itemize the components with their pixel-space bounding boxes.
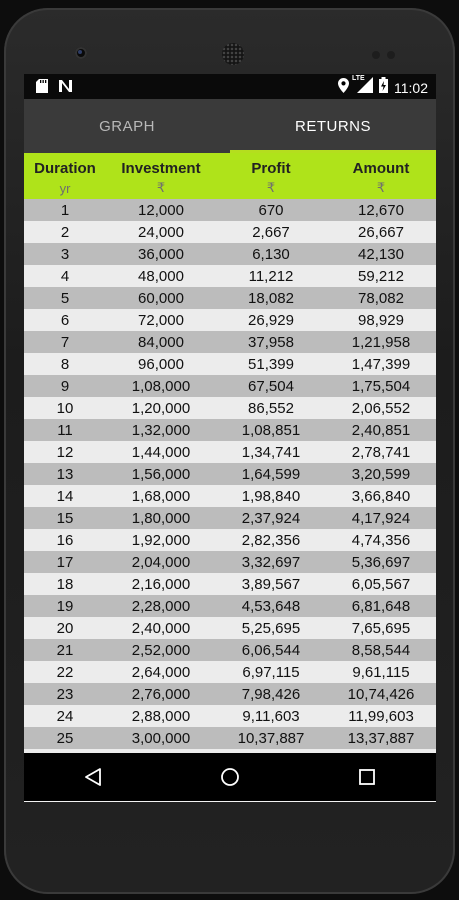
unit-amount: ₹ [376,180,386,195]
cell-amount: 2,06,552 [351,399,411,417]
header-duration: Duration [34,160,96,177]
cell-amount: 11,99,603 [348,707,414,725]
cell-duration: 2 [60,223,70,241]
table-row [24,485,436,507]
cell-investment: 12,000 [138,201,184,219]
cell-amount: 98,929 [358,311,404,329]
back-icon [84,768,102,786]
unit-duration: yr [59,180,71,196]
cell-investment: 2,88,000 [131,707,191,725]
cell-amount: 42,130 [358,245,404,263]
table-row [24,287,436,309]
table-row [24,221,436,243]
cell-amount: 2,78,741 [351,443,411,461]
network-type-label: LTE [352,75,365,82]
cell-duration: 18 [56,575,74,593]
cell-amount: 12,670 [358,201,404,219]
cell-investment: 48,000 [138,267,184,285]
cell-investment: 2,76,000 [131,685,191,703]
cell-duration: 8 [60,355,70,373]
header-investment: Investment [121,160,201,177]
cell-profit: 5,25,695 [241,619,301,637]
cell-investment: 2,64,000 [131,663,191,681]
unit-profit: ₹ [266,180,276,195]
cell-investment: 1,08,000 [131,377,191,395]
active-tab-indicator [230,150,436,153]
cell-investment: 1,92,000 [131,531,191,549]
table-row [24,199,436,221]
table-header [24,153,436,199]
recents-button[interactable] [337,753,397,801]
table-row [24,639,436,661]
cell-profit: 6,130 [252,245,290,263]
tab-bar [24,99,436,153]
table-row [24,595,436,617]
cell-profit: 2,37,924 [241,509,301,527]
table-row [24,397,436,419]
tab-returns[interactable]: RETURNS [294,117,371,135]
cell-duration: 10 [56,399,74,417]
recents-icon [359,769,375,785]
cell-profit: 10,37,887 [237,729,305,747]
cell-duration: 21 [56,641,74,659]
cell-investment: 24,000 [138,223,184,241]
cell-profit: 7,98,426 [241,685,301,703]
cell-investment: 1,68,000 [131,487,191,505]
cell-investment: 1,56,000 [131,465,191,483]
header-profit: Profit [251,160,291,177]
cell-profit: 37,958 [248,333,294,351]
navigation-bar [24,753,436,801]
cell-duration: 11 [57,421,73,439]
cell-amount: 4,17,924 [351,509,411,527]
cell-profit: 1,98,840 [241,487,301,505]
cell-profit: 86,552 [248,399,294,417]
table-row [24,309,436,331]
cell-duration: 16 [56,531,74,549]
table-row [24,265,436,287]
cell-investment: 96,000 [138,355,184,373]
sd-card-icon [36,79,48,98]
table-row [24,353,436,375]
signal-lte-icon [352,75,373,98]
cell-investment: 72,000 [138,311,184,329]
cell-amount: 59,212 [358,267,404,285]
cell-profit: 67,504 [248,377,294,395]
table-row [24,441,436,463]
proximity-sensor [372,51,380,59]
cell-amount: 1,47,399 [351,355,411,373]
cell-duration: 1 [60,201,70,219]
table-row [24,375,436,397]
cell-investment: 36,000 [138,245,184,263]
cell-duration: 23 [56,685,74,703]
cell-amount: 9,61,115 [352,663,410,681]
cell-duration: 4 [60,267,70,285]
table-row [24,727,436,749]
cell-amount: 10,74,426 [347,685,415,703]
table-row [24,507,436,529]
cell-investment: 2,40,000 [131,619,191,637]
cell-profit: 6,06,544 [241,641,301,659]
table-row [24,419,436,441]
status-bar [24,74,436,99]
cell-profit: 1,08,851 [241,421,301,439]
cell-duration: 19 [56,597,74,615]
cell-duration: 20 [56,619,74,637]
cell-profit: 9,11,603 [242,707,300,725]
cell-investment: 2,52,000 [131,641,191,659]
cell-investment: 1,32,000 [131,421,191,439]
cell-duration: 15 [56,509,74,527]
battery-charging-icon [379,77,388,98]
cell-amount: 5,36,697 [351,553,411,571]
back-button[interactable] [63,753,123,801]
cell-investment: 60,000 [138,289,184,307]
earpiece-speaker [222,43,244,65]
cell-investment: 3,00,000 [131,729,191,747]
cell-amount: 78,082 [358,289,404,307]
cell-profit: 2,82,356 [241,531,301,549]
cell-investment: 84,000 [138,333,184,351]
cell-amount: 6,81,648 [351,597,411,615]
table-row [24,705,436,727]
cell-duration: 6 [60,311,70,329]
table-row [24,617,436,639]
cell-investment: 2,28,000 [131,597,191,615]
cell-amount: 26,667 [358,223,404,241]
home-icon [220,767,240,787]
returns-table-body[interactable] [24,199,436,771]
table-row [24,463,436,485]
cell-profit: 670 [258,201,284,219]
cell-duration: 24 [56,707,74,725]
tab-graph[interactable]: GRAPH [99,117,155,135]
cell-duration: 13 [56,465,74,483]
cell-amount: 6,05,567 [351,575,411,593]
header-amount: Amount [352,160,410,177]
cell-duration: 5 [60,289,70,307]
table-row [24,683,436,705]
cell-amount: 1,75,504 [351,377,411,395]
table-row [24,529,436,551]
table-row [24,331,436,353]
light-sensor [387,51,395,59]
cell-amount: 13,37,887 [347,729,415,747]
cell-amount: 8,58,544 [351,641,411,659]
cell-amount: 2,40,851 [351,421,411,439]
cell-investment: 2,04,000 [131,553,191,571]
cell-profit: 3,32,697 [241,553,301,571]
cell-profit: 4,53,648 [241,597,301,615]
table-row [24,243,436,265]
cell-profit: 3,89,567 [241,575,301,593]
cell-profit: 51,399 [248,355,294,373]
cell-investment: 1,20,000 [131,399,191,417]
cell-investment: 1,80,000 [131,509,191,527]
cell-investment: 2,16,000 [131,575,191,593]
cell-duration: 7 [60,333,70,351]
nfc-n-icon [58,79,73,98]
table-row [24,551,436,573]
cell-profit: 26,929 [248,311,294,329]
cell-profit: 6,97,115 [242,663,300,681]
cell-duration: 9 [60,377,70,395]
cell-amount: 4,74,356 [351,531,411,549]
home-button[interactable] [200,753,260,801]
cell-profit: 11,212 [248,267,294,285]
cell-amount: 1,21,958 [351,333,411,351]
cell-duration: 22 [56,663,74,681]
cell-duration: 3 [60,245,70,263]
cell-profit: 1,64,599 [241,465,301,483]
cell-amount: 3,20,599 [351,465,411,483]
location-icon [338,78,349,98]
cell-amount: 3,66,840 [351,487,411,505]
cell-amount: 7,65,695 [351,619,411,637]
front-camera [75,47,87,59]
cell-duration: 12 [56,443,74,461]
table-row [24,573,436,595]
unit-investment: ₹ [156,180,166,195]
cell-investment: 1,44,000 [131,443,191,461]
cell-duration: 17 [56,553,74,571]
cell-profit: 18,082 [248,289,294,307]
table-row [24,661,436,683]
cell-duration: 14 [56,487,74,505]
clock: 11:02 [394,79,428,96]
cell-profit: 1,34,741 [241,443,301,461]
app-screen [24,74,436,802]
cell-duration: 25 [56,729,74,747]
cell-profit: 2,667 [252,223,290,241]
